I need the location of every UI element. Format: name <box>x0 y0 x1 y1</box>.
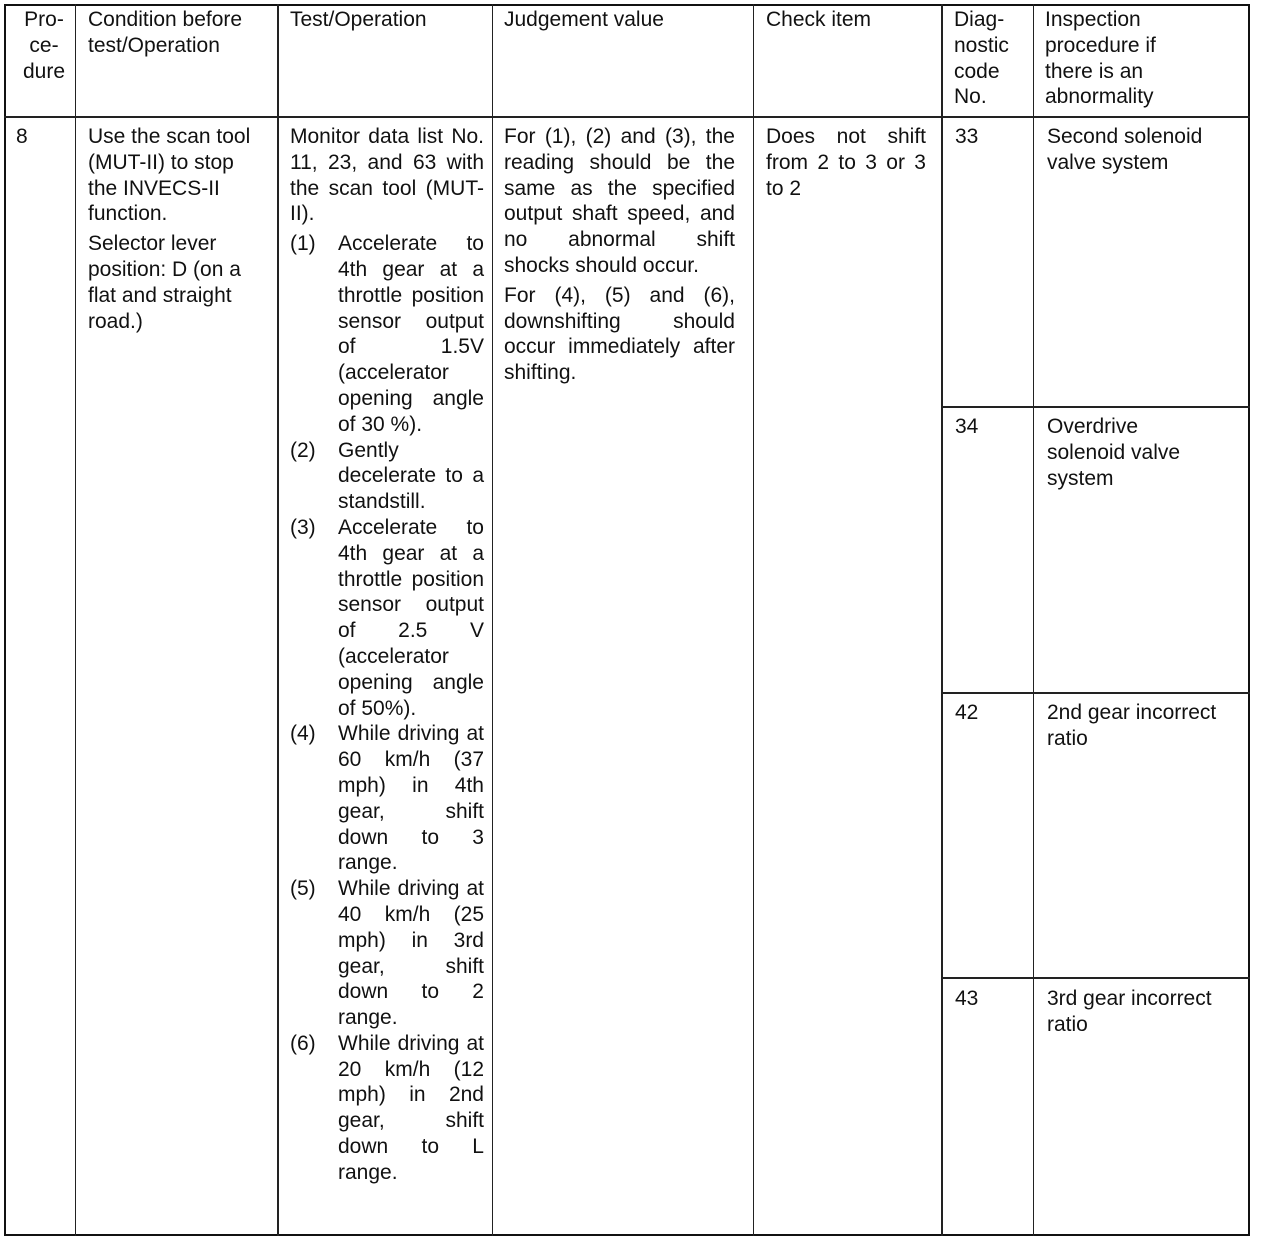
condition-scan-tool: Use the scan tool (MUT-II) to stop the INVECS-II function. <box>88 125 251 226</box>
test-step <box>290 438 484 515</box>
test-step <box>290 515 484 721</box>
step-number: (4) <box>290 722 316 746</box>
diag-row-divider-1 <box>942 406 1250 408</box>
step-number: (1) <box>290 232 316 256</box>
diag-code: 43 <box>955 987 979 1010</box>
step-text: Accelerate to 4th gear at a throttle position sensor output of 1.5V (accelerator opening angle of 30 %). <box>338 232 484 436</box>
test-step <box>290 721 484 876</box>
diag-code: 42 <box>955 701 979 724</box>
diag-row-divider-3 <box>942 977 1250 979</box>
header-diagnostic-code: Diag- nostic code No. <box>954 8 1009 109</box>
condition-selector-lever: Selector lever position: D (on a flat and straight road.) <box>88 232 241 333</box>
diag-row-divider-2 <box>942 692 1250 694</box>
inspection-procedure: Second solenoid valve system <box>1047 125 1203 174</box>
step-number: (5) <box>290 877 316 901</box>
diag-code: 33 <box>955 125 979 148</box>
test-intro: Monitor data list No. 11, 23, and 63 with the scan tool (MUT-II). <box>290 125 484 226</box>
column-divider-4 <box>753 4 754 1236</box>
procedure-number: 8 <box>16 125 28 148</box>
check-item: Does not shift from 2 to 3 or 3 to 2 <box>766 125 926 200</box>
test-step <box>290 1031 484 1186</box>
header-inspection-procedure: Inspection procedure if there is an abnormality <box>1045 8 1156 109</box>
step-number: (2) <box>290 438 316 462</box>
inspection-procedure: 3rd gear incorrect ratio <box>1047 987 1212 1036</box>
test-step <box>290 876 484 1031</box>
step-number: (6) <box>290 1031 316 1055</box>
diag-code: 34 <box>955 415 979 438</box>
header-divider <box>4 116 1250 118</box>
step-text: Accelerate to 4th gear at a throttle position sensor output of 2.5 V (accelerator opening angle of 50%). <box>338 515 484 720</box>
header-judgement-value: Judgement value <box>504 8 664 31</box>
step-text: While driving at 20 km/h (12 mph) in 2nd gear, shift down to L range. <box>338 1031 484 1184</box>
header-test-operation: Test/Operation <box>290 8 427 31</box>
step-text: While driving at 60 km/h (37 mph) in 4th gear, shift down to 3 range. <box>338 722 484 875</box>
judgement-downshift-check: For (4), (5) and (6), downshifting should occur immediately after shifting. <box>504 283 735 385</box>
column-divider-2 <box>277 4 279 1236</box>
test-operation-cell <box>290 124 484 1186</box>
column-divider-6 <box>1033 4 1034 1236</box>
judgement-shift-check: For (1), (2) and (3), the reading should be the same as the specified output shaft speed, and no abnormal shift shocks should occur. <box>504 125 735 277</box>
column-divider-1 <box>75 4 76 1236</box>
test-step <box>290 231 484 437</box>
inspection-procedure: 2nd gear incorrect ratio <box>1047 701 1217 750</box>
condition-cell <box>88 124 268 338</box>
header-condition: Condition before test/Operation <box>88 8 243 57</box>
column-divider-3 <box>492 4 493 1236</box>
step-text: While driving at 40 km/h (25 mph) in 3rd gear, shift down to 2 range. <box>338 877 484 1030</box>
column-divider-5 <box>941 4 943 1236</box>
header-procedure: Pro- ce- dure <box>22 8 66 83</box>
inspection-procedure: Overdrive solenoid valve system <box>1047 415 1181 490</box>
header-check-item: Check item <box>766 8 872 31</box>
step-number: (3) <box>290 515 316 539</box>
judgement-cell <box>504 124 735 390</box>
step-text: Gently decelerate to a standstill. <box>338 438 484 514</box>
